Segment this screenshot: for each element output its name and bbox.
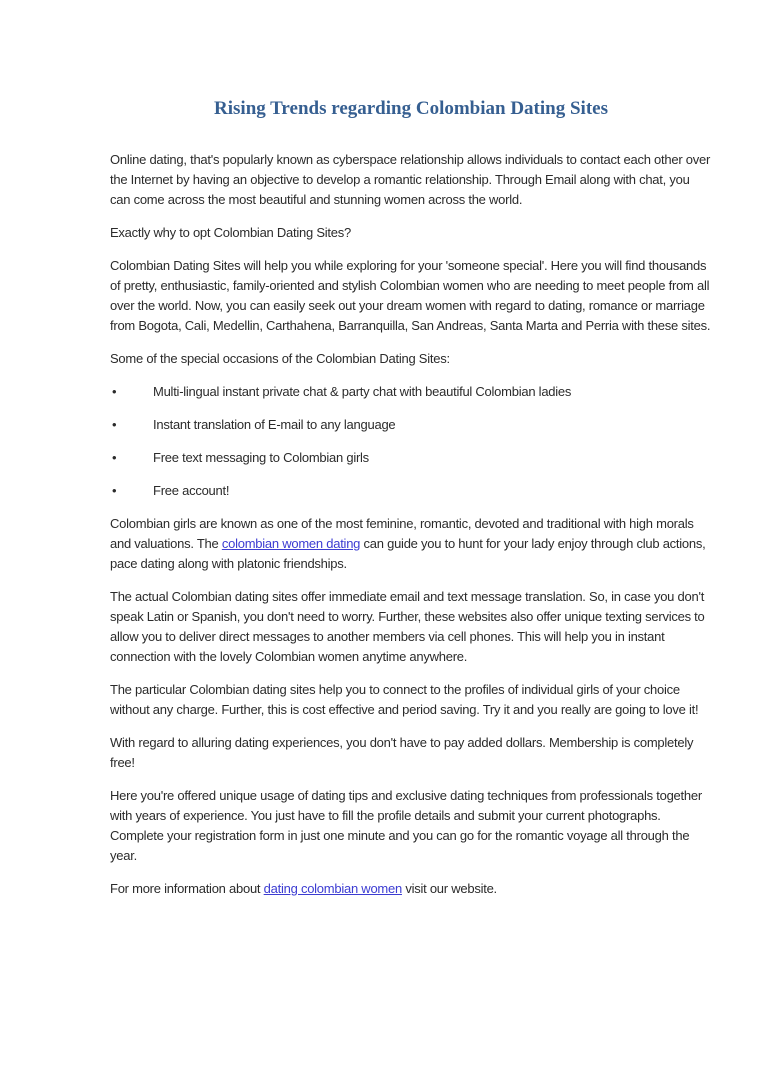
paragraph-why-question: Exactly why to opt Colombian Dating Sites? [110, 225, 351, 240]
bullet-icon: • [112, 450, 117, 465]
paragraph-registration: Here you're offered unique usage of dating tips and exclusive dating techniques from professionals together with years of experience. You just have to fill the profile details and submit your current photographs. Complete your registration form in just one minute and you can go for the romantic voyage all through the year. [110, 788, 702, 863]
dating-colombian-women-link[interactable]: dating colombian women [263, 881, 402, 896]
paragraph-text: can guide you to hunt for your lady enjoy through club actions, pace dating along with platonic friendships. [110, 536, 706, 571]
paragraph-someone-special: Colombian Dating Sites will help you while exploring for your 'someone special'. Here you will find thousands of pretty, enthusiastic, family-oriented and stylish Colombian women who are needing to meet people from all over the world. Now, you can easily seek out your dream women with regard to dating, romance or marriage from Bogota, Cali, Medellin, Carthahena, Barranquilla, San Andreas, Santa Marta and Perria with these sites. [110, 258, 711, 333]
bullet-item-label: Free text messaging to Colombian girls [153, 450, 369, 465]
bullet-item [110, 382, 712, 402]
paragraph-translation: The actual Colombian dating sites offer immediate email and text message translation. So, in case you don't speak Latin or Spanish, you don't need to worry. Further, these websites also offer unique texting services to allow you to deliver direct messages to another members via cell phones. This will help you in instant connection with the lovely Colombian women anytime anywhere. [110, 589, 705, 664]
bullet-item [110, 415, 712, 435]
document-title: Rising Trends regarding Colombian Dating Sites [214, 98, 608, 119]
paragraph-intro: Online dating, that's popularly known as cyberspace relationship allows individuals to contact each other over the Internet by having an objective to develop a romantic relationship. Through Email along with chat, you can come across the most beautiful and stunning women across the world. [110, 152, 711, 207]
paragraph-occasions-heading: Some of the special occasions of the Colombian Dating Sites: [110, 351, 450, 366]
paragraph-more-info [110, 879, 712, 899]
bullet-icon: • [112, 384, 117, 399]
paragraph-profiles: The particular Colombian dating sites help you to connect to the profiles of individual girls of your choice without any charge. Further, this is cost effective and period saving. Try it and you really are going to love it! [110, 682, 699, 717]
bullet-item [110, 448, 712, 468]
bullet-item [110, 481, 712, 501]
bullet-item-label: Multi-lingual instant private chat & party chat with beautiful Colombian ladies [153, 384, 572, 399]
bullet-icon: • [112, 483, 117, 498]
paragraph-text: visit our website. [401, 881, 497, 896]
bullet-list [110, 382, 712, 501]
paragraph-membership: With regard to alluring dating experiences, you don't have to pay added dollars. Membership is completely free! [110, 735, 694, 770]
bullet-item-label: Instant translation of E-mail to any language [153, 417, 396, 432]
document-content [110, 96, 712, 899]
paragraph-text: For more information about [110, 881, 264, 896]
paragraph-colombian-girls [110, 514, 712, 574]
colombian-women-dating-link[interactable]: colombian women dating [221, 536, 361, 551]
paragraph-text: Colombian girls are known as one of the most feminine, romantic, devoted and traditional with high morals and valuations. The [110, 516, 694, 551]
bullet-icon: • [112, 417, 117, 432]
bullet-item-label: Free account! [153, 483, 230, 498]
